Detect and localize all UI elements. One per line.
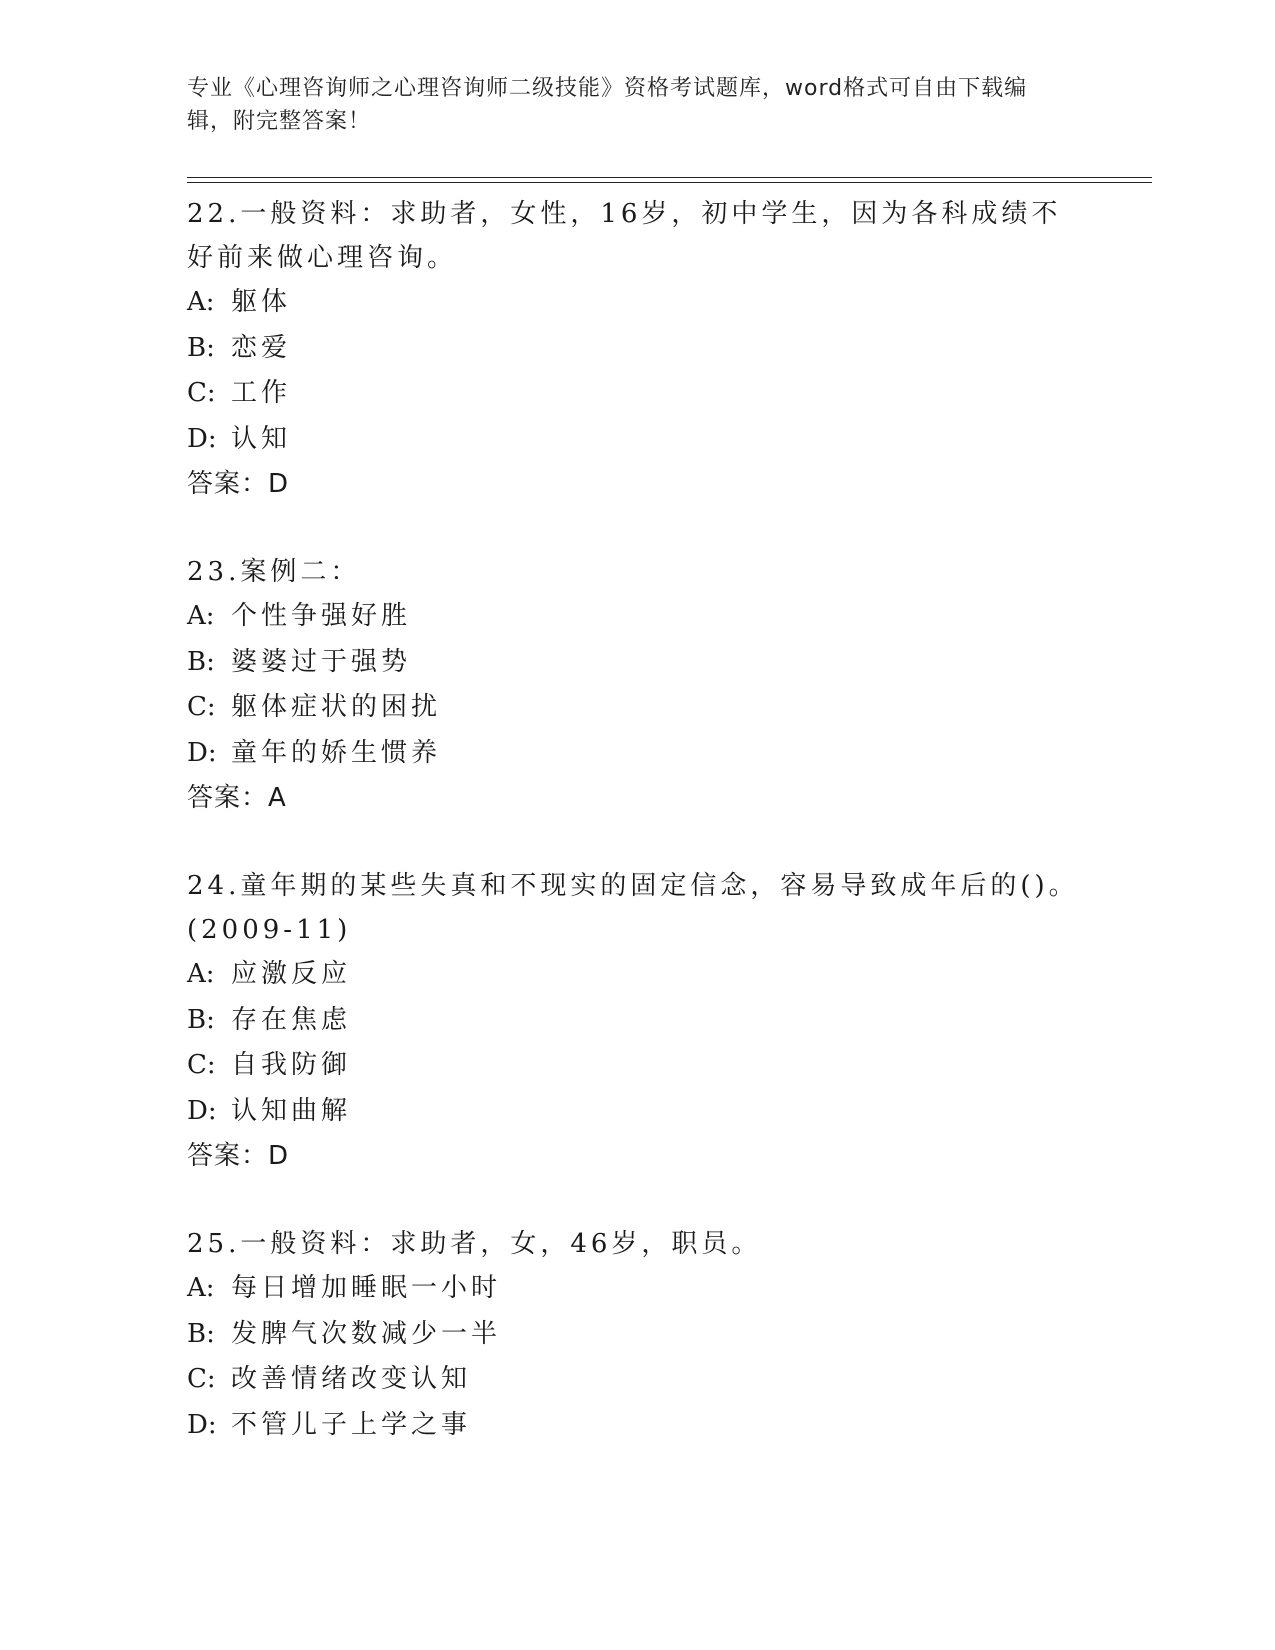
- option-b: [187, 640, 1087, 686]
- answer-line: 答案：A: [187, 783, 287, 813]
- option-c: [187, 371, 1087, 417]
- question-list: [187, 192, 1087, 1491]
- option-text: 认知曲解: [231, 1095, 352, 1126]
- option-text: 认知: [231, 423, 292, 454]
- question-24: [187, 864, 1087, 1179]
- option-text: 躯体: [231, 287, 292, 317]
- question-23: [187, 550, 1087, 821]
- option-letter: D:: [187, 737, 217, 768]
- option-letter: A:: [187, 1273, 215, 1303]
- option-text: 应激反应: [231, 959, 352, 989]
- option-text: 改善情绪改变认知: [231, 1364, 472, 1394]
- option-text: 每日增加睡眠一小时: [231, 1273, 502, 1303]
- option-letter: B:: [187, 1004, 215, 1035]
- answer-line: 答案：D: [187, 1141, 290, 1171]
- question-text: 25.一般资料：求助者，女，46岁，职员。: [187, 1229, 762, 1259]
- option-a: [187, 952, 1087, 998]
- option-b: [187, 326, 1087, 372]
- document-intro: 专业《心理咨询师之心理咨询师二级技能》资格考试题库，word格式可自由下载编辑，附完整答案！: [187, 76, 1028, 134]
- option-d: [187, 731, 1087, 777]
- option-text: 发脾气次数减少一半: [231, 1318, 502, 1349]
- option-letter: D:: [187, 1095, 217, 1126]
- option-letter: A:: [187, 959, 215, 989]
- header-divider-bottom: [187, 182, 1152, 183]
- header-divider-top: [187, 177, 1152, 178]
- question-text: 23.案例二：: [187, 557, 361, 587]
- option-letter: A:: [187, 601, 215, 631]
- option-letter: C:: [187, 692, 216, 722]
- option-d: [187, 1403, 1087, 1449]
- option-text: 婆婆过于强势: [231, 646, 412, 677]
- option-letter: A:: [187, 287, 215, 317]
- answer-line: 答案：D: [187, 469, 290, 499]
- question-text: 24.童年期的某些失真和不现实的固定信念，容易导致成年后的()。(2009-11): [187, 871, 1079, 945]
- option-a: [187, 1266, 1087, 1312]
- option-letter: B:: [187, 332, 215, 363]
- option-letter: B:: [187, 646, 215, 677]
- option-c: [187, 685, 1087, 731]
- question-text: 22.一般资料：求助者，女性，16岁，初中学生，因为各科成绩不好前来做心理咨询。: [187, 199, 1062, 273]
- option-letter: D:: [187, 423, 217, 454]
- option-c: [187, 1043, 1087, 1089]
- option-d: [187, 417, 1087, 463]
- option-letter: C:: [187, 378, 216, 408]
- question-25: [187, 1222, 1087, 1448]
- option-text: 不管儿子上学之事: [231, 1409, 472, 1440]
- option-letter: C:: [187, 1050, 216, 1080]
- option-c: [187, 1357, 1087, 1403]
- option-text: 工作: [231, 378, 292, 408]
- question-22: [187, 192, 1087, 507]
- option-a: [187, 594, 1087, 640]
- option-letter: B:: [187, 1318, 215, 1349]
- option-letter: C:: [187, 1364, 216, 1394]
- option-a: [187, 280, 1087, 326]
- option-b: [187, 1312, 1087, 1358]
- option-text: 童年的娇生惯养: [231, 737, 442, 768]
- option-text: 自我防御: [231, 1050, 352, 1080]
- option-text: 个性争强好胜: [231, 601, 412, 631]
- option-b: [187, 998, 1087, 1044]
- option-letter: D:: [187, 1409, 217, 1440]
- option-text: 躯体症状的困扰: [231, 692, 442, 722]
- option-text: 恋爱: [231, 332, 292, 363]
- option-d: [187, 1089, 1087, 1135]
- option-text: 存在焦虑: [231, 1004, 352, 1035]
